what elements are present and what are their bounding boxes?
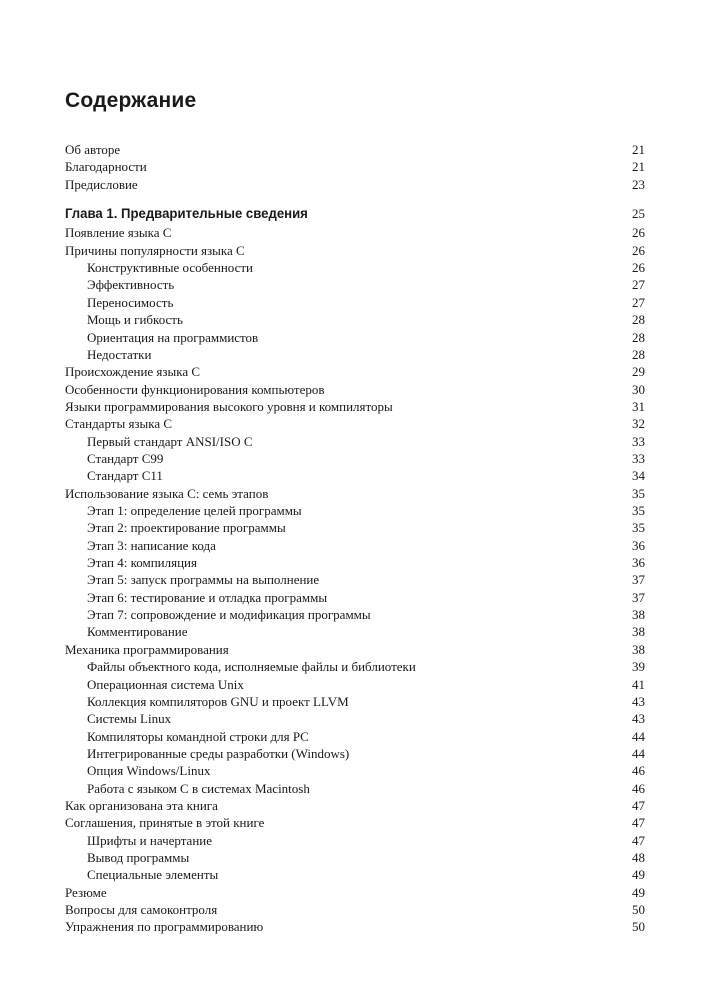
toc-entry-page-number: 29 [632, 364, 645, 380]
toc-entry-label: Резюме [65, 884, 107, 900]
toc-entry-label: Стандарты языка C [65, 416, 173, 432]
toc-entry-page-number: 28 [632, 312, 645, 328]
toc-entry-page-number: 47 [632, 832, 645, 848]
toc-entry [65, 797, 645, 814]
toc-chapter-entry [65, 205, 645, 222]
toc-entry-page-number: 37 [632, 589, 645, 605]
toc-entry [65, 433, 645, 450]
toc-entry [65, 467, 645, 484]
toc-entry-label: Благодарности [65, 159, 147, 175]
toc-entry-page-number: 38 [632, 624, 645, 640]
toc-entry-label: Использование языка C: семь этапов [65, 485, 269, 501]
toc-entry-page-number: 50 [632, 902, 645, 918]
toc-entry-label: Коллекция компиляторов GNU и проект LLVM [87, 693, 349, 709]
toc-entry [65, 728, 645, 745]
toc-entry [65, 710, 645, 727]
toc-entry [65, 745, 645, 762]
toc-entry [65, 485, 645, 502]
toc-entry [65, 346, 645, 363]
toc-entry-page-number: 46 [632, 763, 645, 779]
toc-entry-page-number: 43 [632, 693, 645, 709]
toc-entry-label: Работа с языком C в системах Macintosh [87, 780, 310, 796]
toc-entry-label: Вывод программы [87, 850, 190, 865]
toc-entry-page-number: 41 [632, 676, 645, 692]
toc-entry-page-number: 28 [632, 329, 645, 345]
toc-entry-page-number: 47 [632, 797, 645, 813]
toc-entry-label: Этап 6: тестирование и отладка программы [87, 589, 328, 605]
toc-entry [65, 676, 645, 693]
toc-entry-page-number: 35 [632, 485, 645, 501]
toc-entry [65, 780, 645, 797]
toc-entry-page-number: 47 [632, 815, 645, 831]
toc-entry-page-number: 26 [632, 242, 645, 258]
toc-entry [65, 381, 645, 398]
toc-entry [65, 259, 645, 276]
toc-entry-label: Языки программирования высокого уровня и компиляторы [65, 398, 393, 414]
toc-entry-label: Этап 7: сопровождение и модификация программы [87, 607, 371, 623]
toc-entry [65, 519, 645, 536]
toc-entry-page-number: 33 [632, 433, 645, 449]
toc-entry-label: Интегрированные среды разработки (Windows) [87, 745, 350, 761]
toc-entry-page-number: 33 [632, 450, 645, 466]
toc-entry-label: Вопросы для самоконтроля [65, 902, 218, 918]
toc-entry-page-number: 38 [632, 607, 645, 623]
toc-entry [65, 658, 645, 675]
toc-entry-page-number: 36 [632, 555, 645, 571]
toc-entry [65, 762, 645, 779]
toc-entry [65, 294, 645, 311]
toc-entry [65, 641, 645, 658]
toc-entry-page-number: 46 [632, 780, 645, 796]
toc-entry-page-number: 28 [632, 346, 645, 362]
toc-entry-page-number: 49 [632, 884, 645, 900]
toc-entry-page-number: 31 [632, 398, 645, 414]
toc-entry [65, 901, 645, 918]
toc-entry-page-number: 27 [632, 294, 645, 310]
toc-entry [65, 242, 645, 259]
toc-entry [65, 849, 645, 866]
toc-entry [65, 884, 645, 901]
toc-entry-label: Специальные элементы [87, 867, 219, 883]
toc-entry [65, 589, 645, 606]
toc-entry-label: Шрифты и начертание [87, 832, 213, 848]
toc-entry-page-number: 26 [632, 225, 645, 241]
toc-entry-label: Появление языка C [65, 225, 172, 241]
toc-entry-label: Недостатки [87, 346, 152, 362]
toc-entry-label: Особенности функционирования компьютеров [65, 381, 325, 397]
toc-entry [65, 571, 645, 588]
toc-entry-page-number: 32 [632, 416, 645, 432]
toc-entry-label: Предисловие [65, 176, 138, 192]
toc-entry [65, 311, 645, 328]
toc-entry-label: Как организована эта книга [65, 797, 218, 813]
toc-entry [65, 398, 645, 415]
toc-entry [65, 176, 645, 193]
toc-entry-label: Переносимость [87, 294, 174, 310]
toc-entry [65, 363, 645, 380]
toc-entry-label: Мощь и гибкость [87, 312, 183, 328]
toc-entry [65, 158, 645, 175]
toc-entry-page-number: 44 [632, 745, 645, 761]
toc-entry [65, 623, 645, 640]
page-title: Содержание [65, 89, 197, 112]
toc-entry-label: Компиляторы командной строки для PC [87, 728, 309, 744]
toc-entry [65, 606, 645, 623]
toc-entry-label: Этап 1: определение целей программы [87, 503, 302, 518]
toc-entry-page-number: 26 [632, 260, 645, 276]
toc-entry [65, 502, 645, 519]
toc-entry-label: Операционная система Unix [87, 676, 244, 692]
toc-entry-label: Комментирование [87, 624, 188, 640]
toc-entry [65, 814, 645, 831]
toc-entry-label: Ориентация на программистов [87, 329, 259, 345]
toc-entry [65, 450, 645, 467]
toc-entry [65, 276, 645, 293]
toc-entry-label: Стандарт C99 [87, 450, 164, 466]
toc-entry-page-number: 35 [632, 520, 645, 536]
toc-entry [65, 866, 645, 883]
toc-entry-label: Упражнения по программированию [65, 919, 264, 935]
toc-entry-label: Этап 2: проектирование программы [87, 520, 286, 536]
toc-entry-page-number: 35 [632, 503, 645, 518]
toc-entry-page-number: 49 [632, 867, 645, 883]
toc-entry-page-number: 48 [632, 850, 645, 865]
toc-entry-label: Конструктивные особенности [87, 260, 254, 276]
toc-entry-page-number: 27 [632, 277, 645, 293]
toc-entry-page-number: 39 [632, 659, 645, 675]
toc-entry [65, 329, 645, 346]
toc-entry-label: Системы Linux [87, 711, 172, 727]
toc-entry-page-number: 36 [632, 537, 645, 553]
toc-entry-label: Стандарт C11 [87, 468, 163, 484]
toc-entry-page-number: 34 [632, 468, 645, 484]
toc-entry-label: Опция Windows/Linux [87, 763, 211, 779]
toc-entry-label: Этап 4: компиляция [87, 555, 197, 571]
toc-entry-label: Глава 1. Предварительные сведения [65, 205, 308, 222]
toc-entry [65, 832, 645, 849]
toc-entry-page-number: 43 [632, 711, 645, 727]
toc-entry-label: Файлы объектного кода, исполняемые файлы и библиотеки [87, 659, 416, 675]
toc-entry-label: Этап 3: написание кода [87, 537, 216, 553]
toc-entry-page-number: 23 [632, 176, 645, 192]
toc-entry-page-number: 30 [632, 381, 645, 397]
toc-entry-label: Эффективность [87, 277, 175, 293]
toc-entry-page-number: 50 [632, 919, 645, 935]
toc-entry-label: Этап 5: запуск программы на выполнение [87, 572, 320, 588]
toc-entry-label: Происхождение языка C [65, 364, 201, 380]
toc-entry-label: Первый стандарт ANSI/ISO C [87, 433, 253, 449]
toc-entry-page-number: 37 [632, 572, 645, 588]
toc-entry-page-number: 38 [632, 641, 645, 657]
toc-entry [65, 224, 645, 241]
toc-entry [65, 537, 645, 554]
toc-entry-label: Причины популярности языка C [65, 242, 245, 258]
toc-entry-page-number: 25 [632, 206, 645, 222]
toc-entry [65, 554, 645, 571]
toc-entry-label: Соглашения, принятые в этой книге [65, 815, 265, 831]
toc-entry-page-number: 21 [632, 142, 645, 157]
toc-entry [65, 918, 645, 935]
toc-entry-page-number: 44 [632, 728, 645, 744]
toc-entry-label: Об авторе [65, 142, 121, 157]
toc-entry [65, 693, 645, 710]
toc-entry [65, 141, 645, 158]
toc-entry [65, 415, 645, 432]
toc-entry-page-number: 21 [632, 159, 645, 175]
toc-entry-label: Механика программирования [65, 641, 229, 657]
